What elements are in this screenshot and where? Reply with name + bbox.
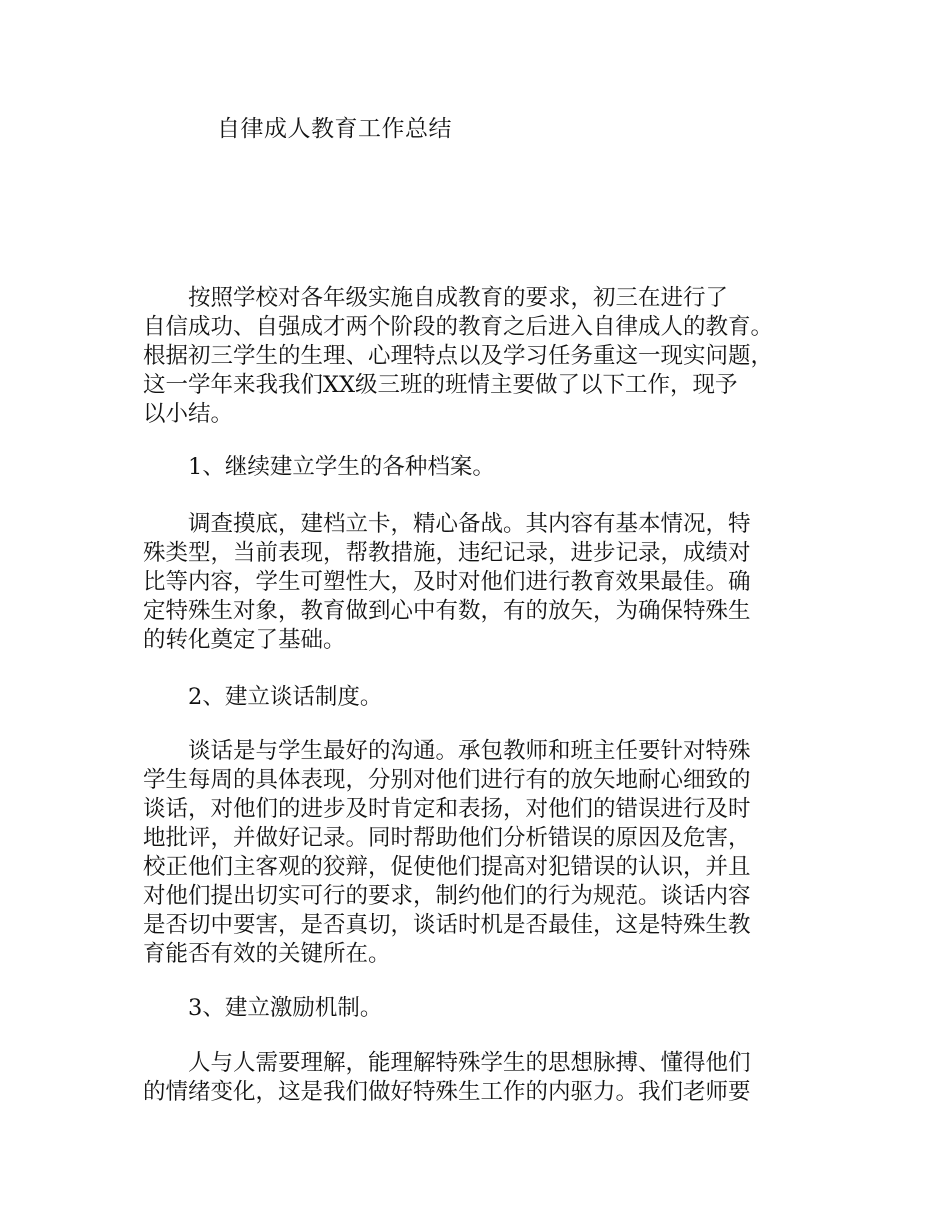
section-heading-1 bbox=[143, 453, 823, 482]
paragraph-line: 自信成功、自强成才两个阶段的教育之后进入自律成人的教育。 bbox=[143, 314, 774, 340]
section-1-paragraph bbox=[143, 510, 823, 655]
paragraph-line: 育能否有效的关键所在。 bbox=[143, 941, 391, 967]
paragraph-line: 是否切中要害，是否真切，谈话时机是否最佳，这是特殊生教 bbox=[143, 912, 751, 938]
paragraph-line: 对他们提出切实可行的要求，制约他们的行为规范。谈话内容 bbox=[143, 883, 751, 909]
section-3-paragraph bbox=[143, 1049, 823, 1107]
paragraph-line: 这一学年来我我们XX级三班的班情主要做了以下工作，现予 bbox=[143, 372, 738, 398]
paragraph-line: 谈话，对他们的进步及时肯定和表扬，对他们的错误进行及时 bbox=[143, 796, 751, 822]
paragraph-line: 的情绪变化，这是我们做好特殊生工作的内驱力。我们老师要 bbox=[143, 1079, 751, 1105]
section-heading-text: 3、建立激励机制。 bbox=[143, 995, 383, 1021]
paragraph-line: 谈话是与学生最好的沟通。承包教师和班主任要针对特殊 bbox=[143, 738, 751, 764]
paragraph-line: 按照学校对各年级实施自成教育的要求，初三在进行了 bbox=[143, 285, 729, 311]
paragraph-line: 定特殊生对象，教育做到心中有数，有的放矢，为确保特殊生 bbox=[143, 598, 751, 624]
paragraph-line: 根据初三学生的生理、心理特点以及学习任务重这一现实问题， bbox=[143, 343, 774, 369]
paragraph-line: 以小结。 bbox=[143, 401, 234, 427]
section-heading-3 bbox=[143, 994, 823, 1023]
section-heading-2 bbox=[143, 683, 823, 712]
section-heading-text: 2、建立谈话制度。 bbox=[143, 684, 383, 710]
paragraph-line: 人与人需要理解，能理解特殊学生的思想脉搏、懂得他们 bbox=[143, 1050, 751, 1076]
intro-paragraph bbox=[143, 284, 823, 429]
paragraph-line: 的转化奠定了基础。 bbox=[143, 627, 346, 653]
section-heading-text: 1、继续建立学生的各种档案。 bbox=[143, 454, 495, 480]
document-title: 自律成人教育工作总结 bbox=[217, 116, 452, 142]
paragraph-line: 学生每周的具体表现，分别对他们进行有的放矢地耐心细致的 bbox=[143, 767, 751, 793]
section-2-paragraph bbox=[143, 737, 823, 969]
paragraph-line: 地批评，并做好记录。同时帮助他们分析错误的原因及危害， bbox=[143, 825, 751, 851]
paragraph-line: 调查摸底，建档立卡，精心备战。其内容有基本情况，特 bbox=[143, 511, 751, 537]
paragraph-line: 校正他们主客观的狡辩，促使他们提高对犯错误的认识，并且 bbox=[143, 854, 751, 880]
paragraph-line: 殊类型，当前表现，帮教措施，违纪记录，进步记录，成绩对 bbox=[143, 540, 751, 566]
paragraph-line: 比等内容，学生可塑性大，及时对他们进行教育效果最佳。确 bbox=[143, 569, 751, 595]
